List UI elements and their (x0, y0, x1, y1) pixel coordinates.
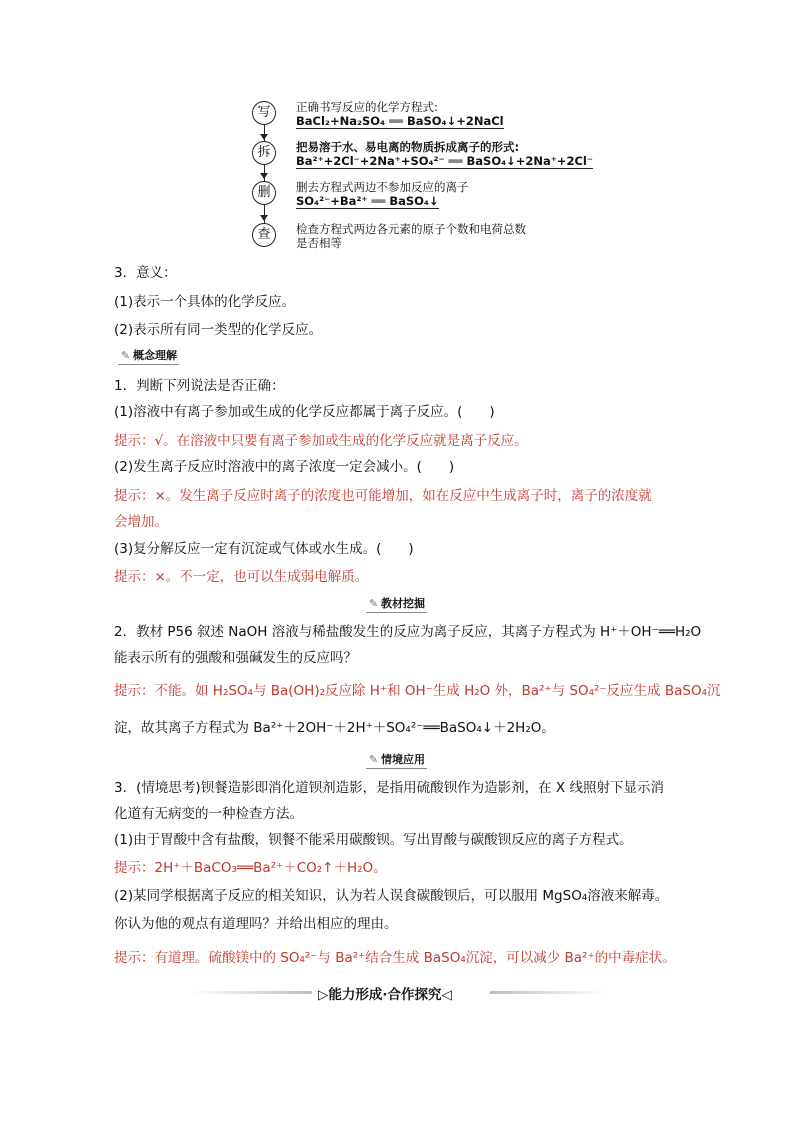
section-tag-textbook (366, 595, 427, 613)
q3-stem-cont: 化道有无病变的一种检查方法。 (114, 806, 303, 822)
q1-hint-2-cont: 会增加。 (114, 514, 168, 530)
section-tag-label: 情境应用 (381, 753, 425, 766)
step-write-desc: 正确书写反应的化学方程式: (296, 100, 438, 114)
flow-arrow (260, 215, 268, 221)
banner-title: 能力形成·合作探究 (328, 987, 442, 1003)
section-tag-concept (118, 347, 179, 365)
q3-hint-1: 提示：2H⁺＋BaCO₃══Ba²⁺＋CO₂↑＋H₂O。 (114, 860, 387, 876)
q3-stem: 3．(情境思考)钡餐造影即消化道钡剂造影，是指用硫酸钡作为造影剂，在 X 线照射下显示消 (114, 780, 664, 796)
banner-arrow-icon: ▷ (318, 987, 329, 1003)
q3-statement-2: (2)某同学根据离子反应的相关知识，认为若人误食碳酸钡后，可以服用 MgSO₄溶液来解毒。 (114, 888, 669, 904)
step-split-equation: Ba²⁺+2Cl⁻+2Na⁺+SO₄²⁻ ══ BaSO₄↓+2Na⁺+2Cl⁻ (296, 154, 593, 168)
q3-statement-2-cont: 你认为他的观点有道理吗？并给出相应的理由。 (114, 916, 398, 932)
step-icon-check: 查 (252, 223, 276, 247)
step-split-desc: 把易溶于水、易电离的物质拆成离子的形式: (296, 140, 520, 154)
q1-statement-3: (3)复分解反应一定有沉淀或气体或水生成。( ) (114, 541, 414, 557)
pen-icon: ✎ (120, 349, 131, 362)
q2-stem-cont: 能表示所有的强酸和强碱发生的反应吗？ (114, 650, 357, 666)
q1-hint-3: 提示：×。不一定，也可以生成弱电解质。 (114, 569, 369, 585)
step-icon-split: 拆 (252, 141, 276, 165)
flow-arrow (260, 134, 268, 140)
q1-statement-2: (2)发生离子反应时溶液中的离子浓度一定会减小。( ) (114, 459, 455, 475)
step-write-equation: BaCl₂+Na₂SO₄ ══ BaSO₄↓+2NaCl (296, 114, 504, 128)
meaning-item-1: (1)表示一个具体的化学反应。 (114, 294, 296, 310)
q2-hint (114, 681, 720, 701)
q1-hint-1: 提示：√。在溶液中只要有离子参加或生成的化学反应就是离子反应。 (114, 433, 528, 449)
q2-hint-text: 提示：不能。如 H₂SO₄与 Ba(OH)₂反应除 H⁺和 OH⁻生成 H₂O 外，Ba²⁺与 SO₄²⁻反应生成 BaSO₄沉 (114, 683, 721, 699)
q1-statement-1: (1)溶液中有离子参加或生成的化学反应都属于离子反应。( ) (114, 404, 495, 420)
step-icon-delete: 删 (252, 181, 276, 205)
step-delete-equation: SO₄²⁻+Ba²⁺ ══ BaSO₄↓ (296, 194, 439, 208)
step-check-desc-2: 是否相等 (296, 236, 342, 250)
q2-stem: 2．教材 P56 叙述 NaOH 溶液与稀盐酸发生的反应为离子反应，其离子方程式为 H⁺＋OH⁻══H₂O (114, 624, 702, 640)
meaning-item-2: (2)表示所有同一类型的化学反应。 (114, 322, 323, 338)
q1-hint-2: 提示：×。发生离子反应时离子的浓度也可能增加，如在反应中生成离子时，离子的浓度就 (114, 488, 652, 504)
section-tag-label: 教材挖掘 (381, 597, 425, 610)
banner-rule-right (490, 991, 606, 994)
step-check-desc: 检查方程式两边各元素的原子个数和电荷总数 (296, 222, 526, 236)
section-tag-label: 概念理解 (133, 349, 177, 362)
pen-icon: ✎ (368, 597, 379, 610)
step-delete-desc: 删去方程式两边不参加反应的离子 (296, 180, 469, 194)
q3-statement-1: (1)由于胃酸中含有盐酸，钡餐不能采用碳酸钡。写出胃酸与碳酸钡反应的离子方程式。 (114, 832, 633, 848)
q2-hint-cont: 淀，故其离子方程式为 Ba²⁺＋2OH⁻＋2H⁺＋SO₄²⁻══BaSO₄↓＋2H₂O。 (114, 720, 555, 736)
q3-hint-2: 提示：有道理。硫酸镁中的 SO₄²⁻与 Ba²⁺结合生成 BaSO₄沉淀，可以减少 Ba²⁺的中毒症状。 (114, 950, 676, 966)
flow-arrow (260, 173, 268, 179)
section-banner (318, 983, 452, 1003)
banner-arrow-icon: ◁ (441, 987, 452, 1003)
section-tag-context (366, 751, 427, 769)
q1-stem: 1．判断下列说法是否正确： (114, 378, 285, 394)
banner-rule-left (190, 991, 312, 994)
meaning-heading: 3．意义： (114, 265, 177, 281)
pen-icon: ✎ (368, 753, 379, 766)
step-icon-write: 写 (252, 101, 276, 125)
